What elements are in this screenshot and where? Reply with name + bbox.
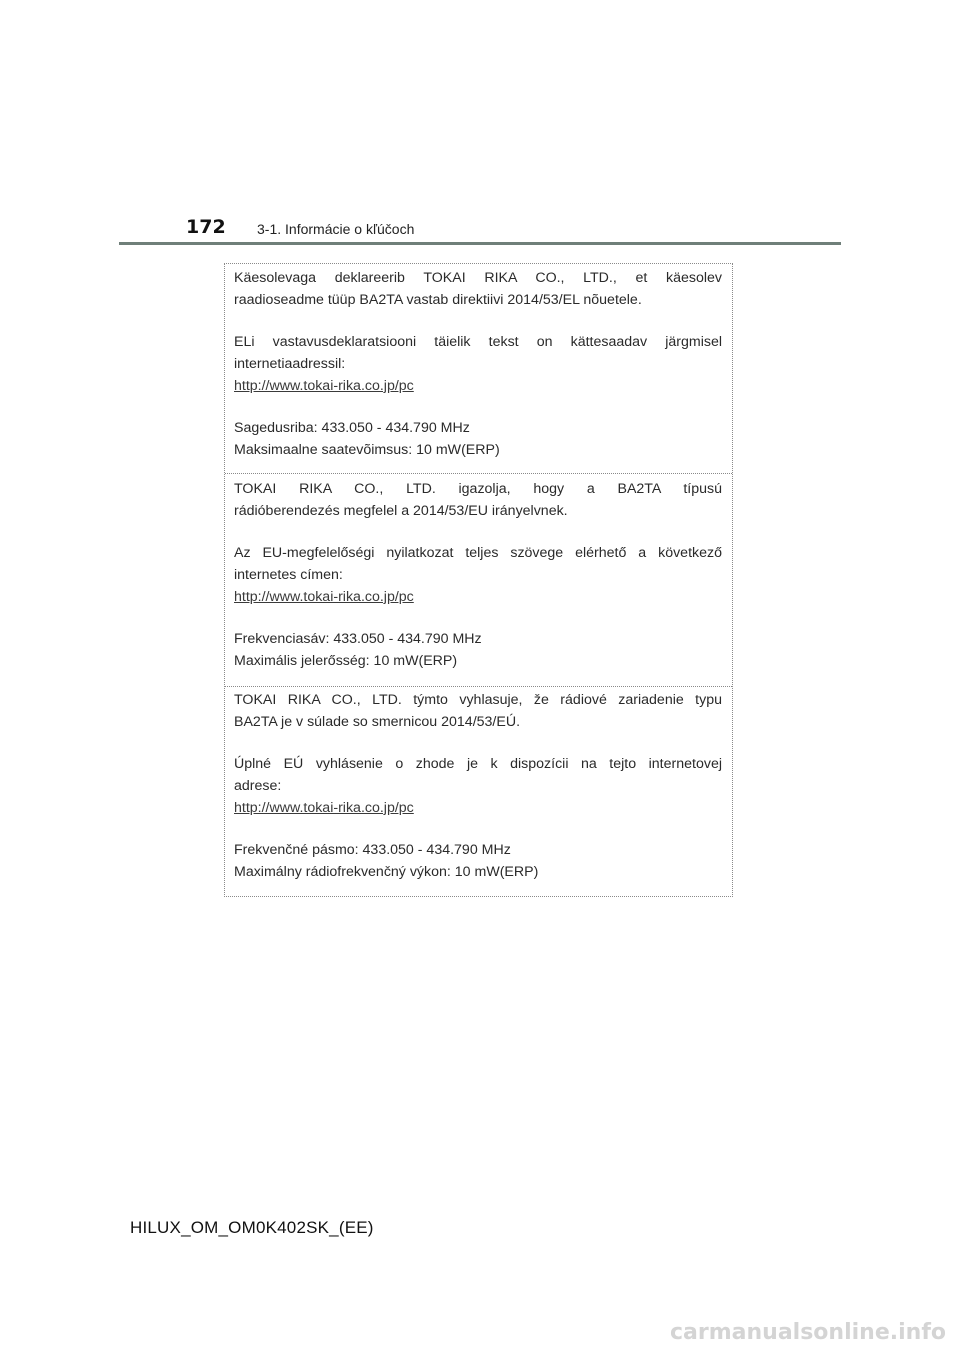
- notice-block-estonian: [225, 267, 732, 461]
- block-divider: [225, 686, 732, 687]
- watermark: carmanualsonline.info: [670, 1320, 946, 1345]
- paragraph-line: raadioseadme tüüp BA2TA vastab direktiivi 2014/53/EL nõuetele.: [234, 292, 642, 308]
- power-line: Maximálny rádiofrekvenčný výkon: 10 mW(ERP): [234, 864, 539, 880]
- document-code: HILUX_OM_OM0K402SK_(EE): [130, 1218, 374, 1237]
- paragraph-line: internetes címen:: [234, 567, 343, 583]
- notice-block-slovak: [225, 689, 732, 883]
- frequency-line: Frekvenciasáv: 433.050 - 434.790 MHz: [234, 631, 482, 647]
- url-link[interactable]: http://www.tokai-rika.co.jp/pc: [234, 589, 414, 605]
- frequency-line: Frekvenčné pásmo: 433.050 - 434.790 MHz: [234, 842, 511, 858]
- paragraph-line: TOKAI RIKA CO., LTD. igazolja, hogy a BA2TA típusú: [234, 481, 722, 497]
- paragraph-line: Úplné EÚ vyhlásenie o zhode je k dispozícii na tejto internetovej: [234, 756, 722, 772]
- power-line: Maksimaalne saatevõimsus: 10 mW(ERP): [234, 442, 500, 458]
- paragraph-line: adrese:: [234, 778, 282, 794]
- url-link[interactable]: http://www.tokai-rika.co.jp/pc: [234, 800, 414, 816]
- paragraph-line: rádióberendezés megfelel a 2014/53/EU irányelvnek.: [234, 503, 568, 519]
- paragraph-line: TOKAI RIKA CO., LTD. týmto vyhlasuje, že rádiové zariadenie typu: [234, 692, 722, 708]
- block-divider: [225, 473, 732, 474]
- paragraph-line: internetiaadressil:: [234, 356, 346, 372]
- notice-block-hungarian: [225, 478, 732, 672]
- paragraph-line: ELi vastavusdeklaratsiooni täielik tekst on kättesaadav järgmisel: [234, 334, 722, 350]
- regulatory-notice-box: [224, 263, 733, 897]
- url-link[interactable]: http://www.tokai-rika.co.jp/pc: [234, 378, 414, 394]
- paragraph-line: Az EU-megfelelőségi nyilatkozat teljes szövege elérhető a következő: [234, 545, 722, 561]
- power-line: Maximális jelerősség: 10 mW(ERP): [234, 653, 458, 669]
- paragraph-line: Käesolevaga deklareerib TOKAI RIKA CO., LTD., et käesolev: [234, 270, 722, 286]
- frequency-line: Sagedusriba: 433.050 - 434.790 MHz: [234, 420, 470, 436]
- paragraph-line: BA2TA je v súlade so smernicou 2014/53/EÚ.: [234, 714, 521, 730]
- page-number: 172: [186, 216, 226, 238]
- header-rule: [119, 242, 841, 245]
- section-title: 3-1. Informácie o kľúčoch: [257, 221, 415, 237]
